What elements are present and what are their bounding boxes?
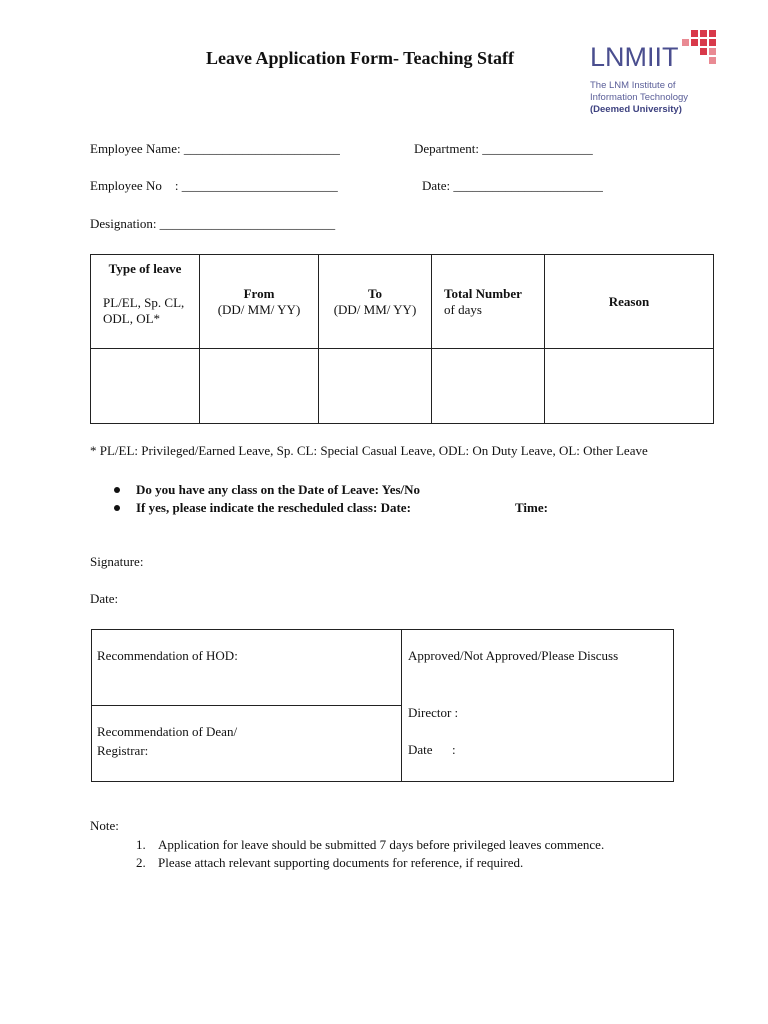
logo-line-2: Information Technology [590,92,689,103]
designation-field[interactable]: Designation: ___________________________ [90,216,336,231]
note-label: Note: [90,818,119,833]
type-of-leave-label: Type of leave [108,260,182,276]
col-from [200,255,319,349]
from-format: (DD/ MM/ YY) [217,301,301,317]
col-to [319,255,432,349]
hod-recommendation-label: Recommendation of HOD: [97,648,238,663]
page-title: Leave Application Form- Teaching Staff [206,48,515,68]
director-date-label: Date : [408,742,456,757]
total-label-2: of days [444,301,482,317]
total-label: Total Number [444,285,522,301]
class-question: Do you have any class on the Date of Leave: Yes/No [136,482,421,497]
table-header-row [91,255,714,349]
employee-name-field[interactable]: Employee Name: ________________________ [90,141,340,156]
dean-recommendation-label: Recommendation of Dean/ [97,724,238,739]
from-label: From [243,285,275,301]
note-item-1: Application for leave should be submitted 7 days before privileged leaves commence. [158,837,605,852]
leave-table [90,254,714,424]
lnmiit-logo [586,30,722,120]
dean-recommendation-label-2: Registrar: [97,743,149,758]
cell-to-input[interactable] [319,349,432,424]
employee-no-field[interactable]: Employee No : ________________________ [90,178,338,193]
signature-label: Signature: [90,554,144,569]
divider [92,705,401,706]
logo-wordmark: LNMIIT [590,42,679,72]
bullet-icon [114,487,120,493]
approval-status-label: Approved/Not Approved/Please Discuss [408,648,619,663]
note-number-1: 1. [136,837,146,852]
col-reason [545,255,714,349]
cell-type-input[interactable] [91,349,200,424]
logo-line-3: (Deemed University) [590,104,682,115]
leave-type-footnote: * PL/EL: Privileged/Earned Leave, Sp. CL: Special Casual Leave, ODL: On Duty Leave, OL: Other Leave [90,443,648,458]
cell-from-input[interactable] [200,349,319,424]
to-label: To [368,285,382,301]
bullet-icon [114,505,120,511]
logo-line-1: The LNM Institute of [590,80,676,91]
director-label: Director : [408,705,459,720]
table-row [91,349,714,424]
type-options-line-1: PL/EL, Sp. CL, [103,294,185,310]
cell-reason-input[interactable] [545,349,714,424]
col-total-days [432,255,545,349]
cell-total-input[interactable] [432,349,545,424]
divider [401,630,402,781]
date-field[interactable]: Date: _______________________ [422,178,603,193]
reschedule-time-label: Time: [515,500,548,515]
note-number-2: 2. [136,855,146,870]
recommendation-box [91,629,674,782]
signature-date-label: Date: [90,591,119,606]
type-options-line-2: ODL, OL* [103,310,161,326]
col-type-of-leave [91,255,200,349]
reschedule-question: If yes, please indicate the rescheduled class: Date: [136,500,411,515]
reason-label: Reason [608,293,650,309]
department-field[interactable]: Department: _________________ [414,141,593,156]
to-format: (DD/ MM/ YY) [333,301,417,317]
note-item-2: Please attach relevant supporting documents for reference, if required. [158,855,524,870]
